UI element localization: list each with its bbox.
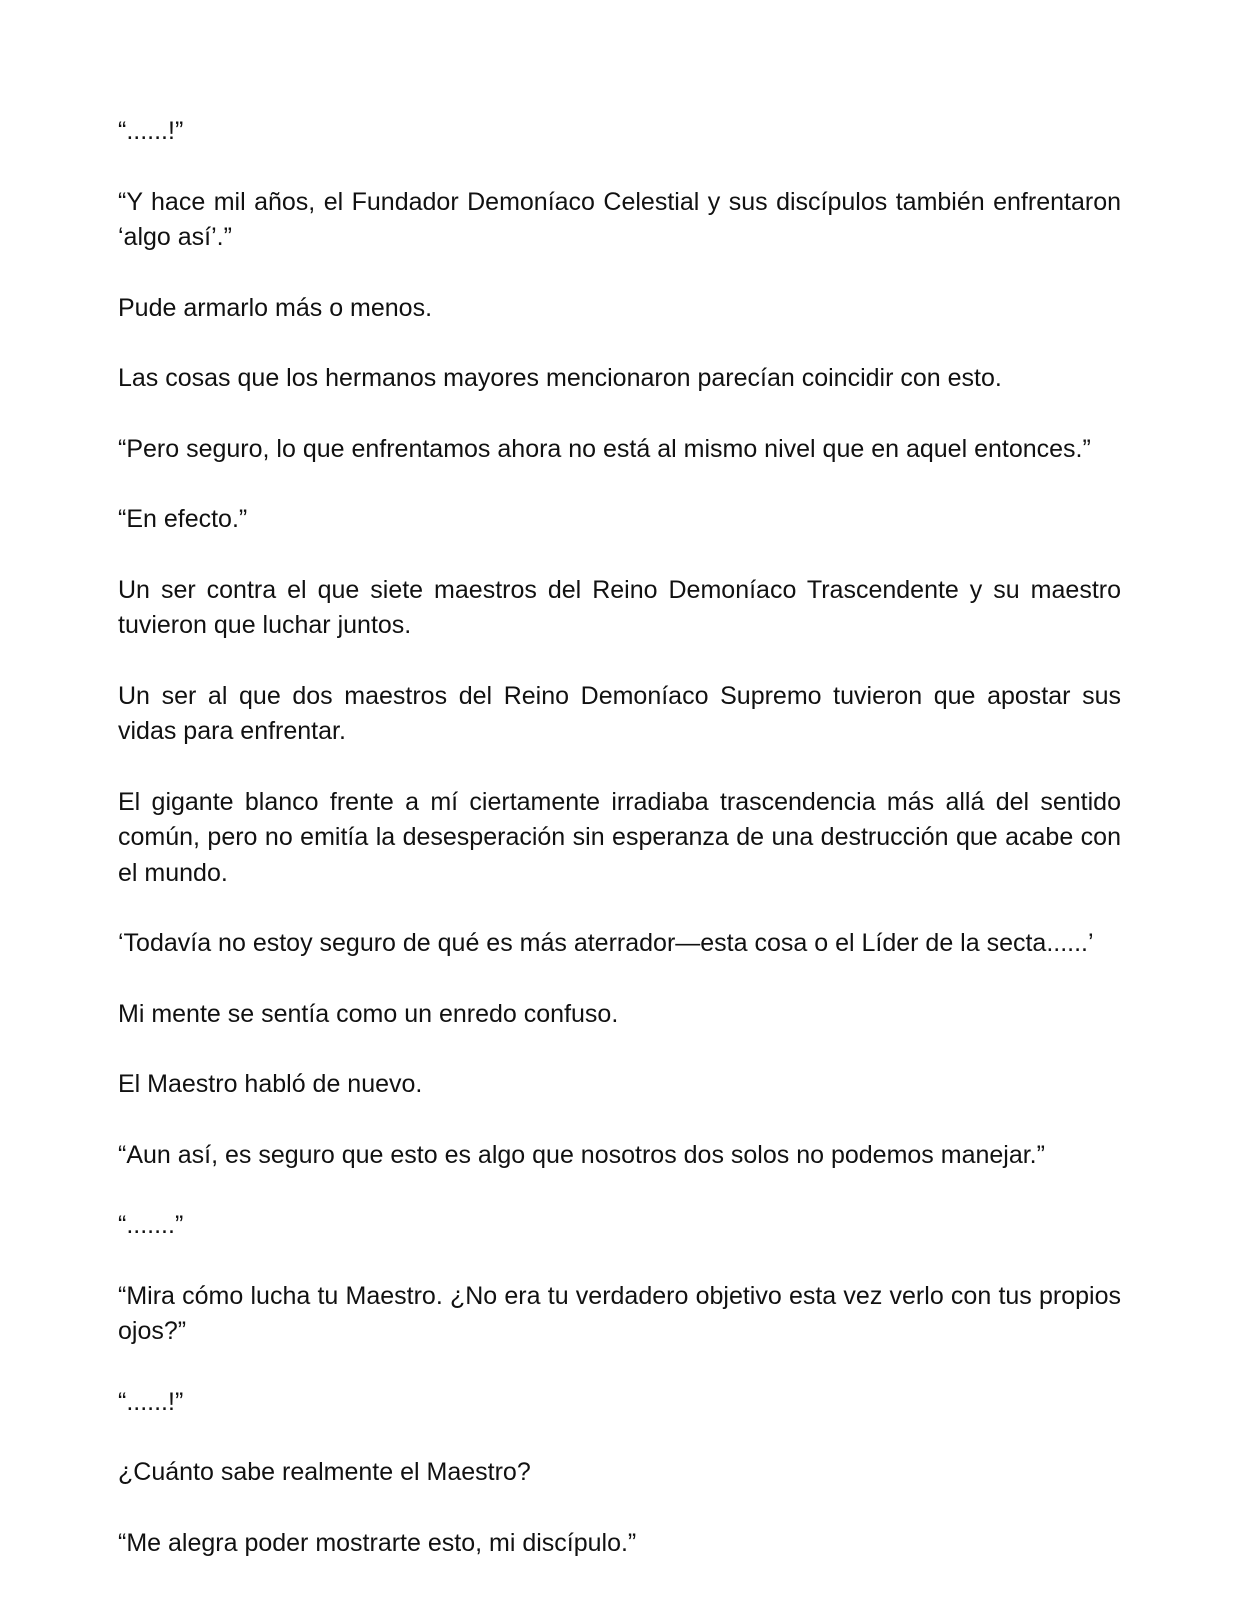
paragraph-8: Un ser al que dos maestros del Reino Demoníaco Supremo tuvieron que apostar sus vidas para enfrentar. [118, 681, 1121, 745]
paragraph-17: ¿Cuánto sabe realmente el Maestro? [118, 1458, 531, 1486]
paragraph-4: Las cosas que los hermanos mayores mencionaron parecían coincidir con esto. [118, 364, 1002, 392]
paragraph-13: “Aun así, es seguro que esto es algo que nosotros dos solos no podemos manejar.” [118, 1140, 1045, 1169]
paragraph-16: “......!” [118, 1387, 184, 1416]
document-body [118, 114, 1121, 1596]
paragraph-3: Pude armarlo más o menos. [118, 293, 433, 322]
paragraph-9: El gigante blanco frente a mí ciertamente irradiaba trascendencia más allá del sentido común, pero no emitía la desesperación sin esperanza de una destrucción que acabe con el mundo. [118, 787, 1121, 887]
paragraph-2: “Y hace mil años, el Fundador Demoníaco Celestial y sus discípulos también enfrentaron ‘algo así’.” [118, 187, 1121, 251]
paragraph-15: “Mira cómo lucha tu Maestro. ¿No era tu verdadero objetivo esta vez verlo con tus propios ojos?” [118, 1281, 1121, 1345]
paragraph-5: “Pero seguro, lo que enfrentamos ahora no está al mismo nivel que en aquel entonces.” [118, 434, 1091, 463]
paragraph-7: Un ser contra el que siete maestros del Reino Demoníaco Trascendente y su maestro tuvieron que luchar juntos. [118, 575, 1121, 639]
paragraph-11: Mi mente se sentía como un enredo confuso. [118, 999, 619, 1028]
paragraph-18: “Me alegra poder mostrarte esto, mi discípulo.” [118, 1528, 637, 1557]
paragraph-1: “......!” [118, 117, 184, 145]
paragraph-14: “.......” [118, 1211, 184, 1239]
paragraph-6: “En efecto.” [118, 505, 248, 533]
paragraph-12: El Maestro habló de nuevo. [118, 1070, 423, 1098]
paragraph-10: ‘Todavía no estoy seguro de qué es más aterrador—esta cosa o el Líder de la secta......’ [118, 929, 1094, 957]
